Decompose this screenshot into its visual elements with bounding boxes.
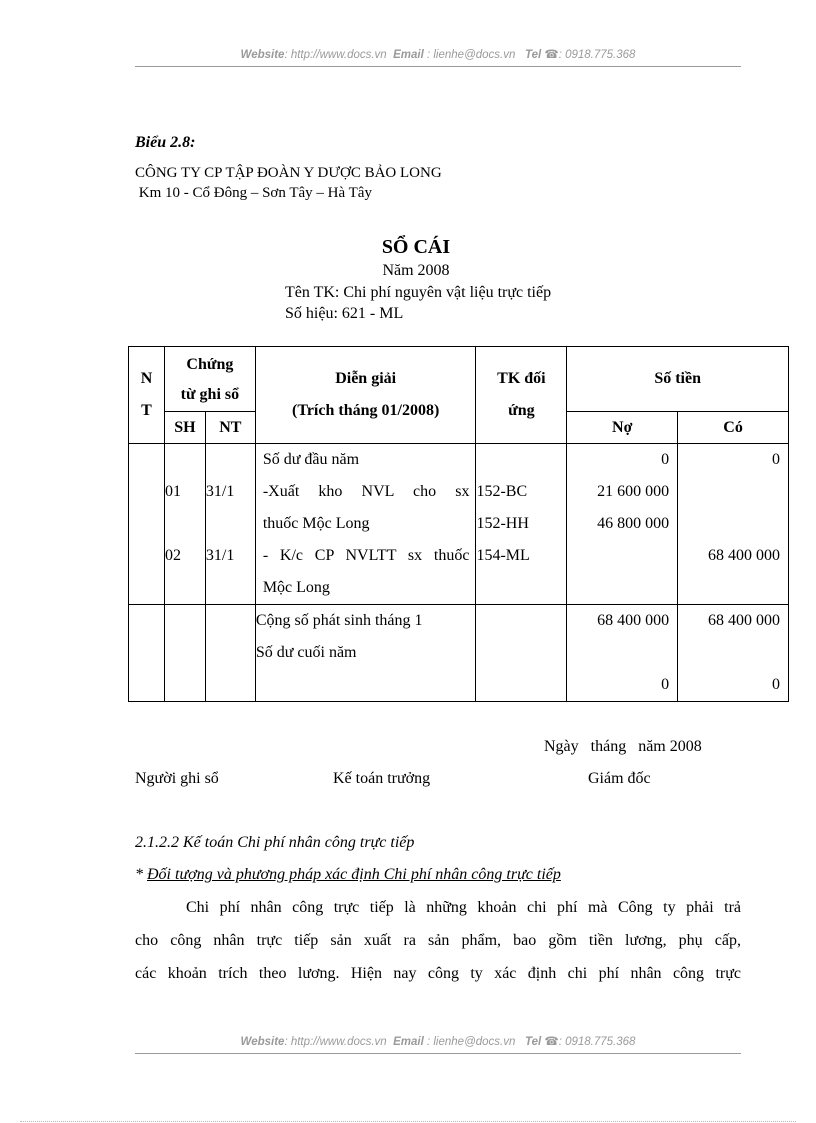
table-cell: Số dư cuối năm bbox=[255, 644, 357, 661]
website-url: : http://www.docs.vn bbox=[284, 49, 387, 61]
body-date-column bbox=[205, 444, 255, 605]
header-description-cell: Diễn giải (Trích tháng 01/2008) bbox=[255, 347, 476, 444]
header-divider bbox=[135, 66, 741, 67]
tel-label: Tel bbox=[524, 1036, 542, 1048]
header-contra-account-cell: TK đối ứng bbox=[476, 347, 567, 444]
totals-debit-column bbox=[567, 605, 678, 702]
tel-value: : 0918.775.368 bbox=[558, 49, 636, 61]
email-label: Email bbox=[393, 49, 424, 61]
table-cell bbox=[256, 669, 476, 701]
table-cell: 68 400 000 bbox=[708, 547, 780, 564]
table-cell bbox=[567, 540, 677, 572]
table-cell bbox=[206, 444, 255, 476]
table-cell: 21 600 000 bbox=[597, 483, 670, 500]
table-cell bbox=[567, 637, 677, 669]
form-label: Biểu 2.8: bbox=[135, 134, 196, 151]
header-debit-cell: Nợ bbox=[567, 412, 678, 444]
table-cell: 68 400 000 bbox=[597, 612, 670, 629]
body-sh-column bbox=[164, 444, 205, 605]
table-cell: 154-ML bbox=[476, 547, 530, 564]
table-cell bbox=[165, 572, 205, 604]
account-name: Tên TK: Chi phí nguyên vật liệu trực tiếp bbox=[285, 284, 552, 301]
table-cell: 0 bbox=[772, 676, 780, 693]
website-label: Website bbox=[240, 49, 285, 61]
body-description-column bbox=[255, 444, 476, 605]
tel-label: Tel bbox=[524, 49, 542, 61]
header-row-1 bbox=[129, 347, 789, 412]
table-cell: 02 bbox=[164, 547, 181, 564]
table-cell: Số dư đầu năm bbox=[262, 451, 360, 468]
phone-icon: ☎ bbox=[544, 49, 559, 61]
table-cell bbox=[678, 572, 788, 604]
ledger-year: Năm 2008 bbox=[382, 262, 450, 279]
table-cell: -Xuất kho NVL cho sx bbox=[262, 483, 470, 500]
recorder-title: Người ghi sổ bbox=[135, 770, 219, 787]
tel-value: : 0918.775.368 bbox=[558, 1036, 636, 1048]
totals-credit-column bbox=[678, 605, 789, 702]
table-cell: 31/1 bbox=[205, 547, 235, 564]
table-cell bbox=[206, 572, 255, 604]
table-cell bbox=[476, 572, 566, 604]
footer-divider bbox=[135, 1053, 741, 1054]
website-url: : http://www.docs.vn bbox=[284, 1036, 387, 1048]
table-cell: 152-HH bbox=[476, 515, 529, 532]
company-name: CÔNG TY CP TẬP ĐOÀN Y DƯỢC BẢO LONG bbox=[135, 165, 442, 181]
table-cell bbox=[165, 444, 205, 476]
table-cell bbox=[165, 508, 205, 540]
website-label: Website bbox=[240, 1036, 285, 1048]
header-credit-cell: Có bbox=[678, 412, 789, 444]
table-cell: 0 bbox=[661, 451, 670, 468]
table-cell: 31/1 bbox=[205, 483, 235, 500]
section-subtitle: * Đối tượng và phương pháp xác định Chi phí nhân công trực tiếp bbox=[135, 866, 561, 883]
ledger-body bbox=[129, 444, 789, 605]
table-cell bbox=[476, 444, 566, 476]
table-cell: 68 400 000 bbox=[708, 612, 780, 629]
table-cell bbox=[678, 637, 788, 669]
body-contra-account-column bbox=[476, 444, 567, 605]
table-cell bbox=[678, 476, 788, 508]
ledger-totals bbox=[129, 605, 789, 702]
table-cell: thuốc Mộc Long bbox=[262, 515, 370, 532]
body-debit-column bbox=[567, 444, 678, 605]
header-nt-cell: N T bbox=[129, 347, 165, 444]
body-nt-column bbox=[129, 444, 165, 605]
account-number: Số hiệu: 621 - ML bbox=[285, 305, 404, 322]
header-voucher-cell: Chứng từ ghi sổ bbox=[164, 347, 255, 412]
page-edge bbox=[20, 1121, 796, 1122]
table-cell: 01 bbox=[164, 483, 181, 500]
phone-icon: ☎ bbox=[544, 1036, 559, 1048]
page-footer bbox=[135, 1034, 741, 1048]
paragraph-line: cho công nhân trực tiếp sản xuất ra sản phẩm, bao gồm tiền lương, phụ cấp, bbox=[135, 932, 741, 949]
table-cell bbox=[678, 508, 788, 540]
paragraph-line: Chi phí nhân công trực tiếp là những khoản chi phí mà Công ty phải trả bbox=[186, 899, 741, 916]
table-cell: 152-BC bbox=[476, 483, 528, 500]
table-cell: Cộng số phát sinh tháng 1 bbox=[255, 612, 423, 629]
header-amount-cell: Số tiền bbox=[567, 347, 789, 412]
table-cell bbox=[206, 508, 255, 540]
ledger-table bbox=[128, 346, 789, 702]
table-cell: Mộc Long bbox=[262, 579, 330, 596]
table-cell: - K/c CP NVLTT sx thuốc bbox=[262, 547, 470, 564]
email-label: Email bbox=[393, 1036, 424, 1048]
table-cell: 0 bbox=[661, 676, 670, 693]
email-value: : lienhe@docs.vn bbox=[426, 1036, 516, 1048]
section-title: 2.1.2.2 Kế toán Chi phí nhân công trực tiếp bbox=[135, 834, 415, 851]
company-address: Km 10 - Cổ Đông – Sơn Tây – Hà Tây bbox=[135, 185, 372, 201]
email-value: : lienhe@docs.vn bbox=[426, 49, 516, 61]
signature-date: Ngày tháng năm 2008 bbox=[544, 738, 702, 755]
chief-accountant-title: Kế toán trưởng bbox=[333, 770, 431, 787]
director-title: Giám đốc bbox=[588, 770, 651, 787]
header-nt-date-cell: NT bbox=[205, 412, 255, 444]
body-credit-column bbox=[678, 444, 789, 605]
totals-description-column bbox=[255, 605, 476, 702]
header-sh-cell: SH bbox=[164, 412, 205, 444]
page-title: SỔ CÁI bbox=[381, 236, 451, 258]
table-cell: 46 800 000 bbox=[597, 515, 670, 532]
paragraph-line: các khoản trích theo lương. Hiện nay công ty xác định chi phí nhân công trực bbox=[135, 965, 741, 982]
table-cell: 0 bbox=[772, 451, 780, 468]
page-header bbox=[135, 47, 741, 61]
table-cell bbox=[567, 572, 677, 604]
